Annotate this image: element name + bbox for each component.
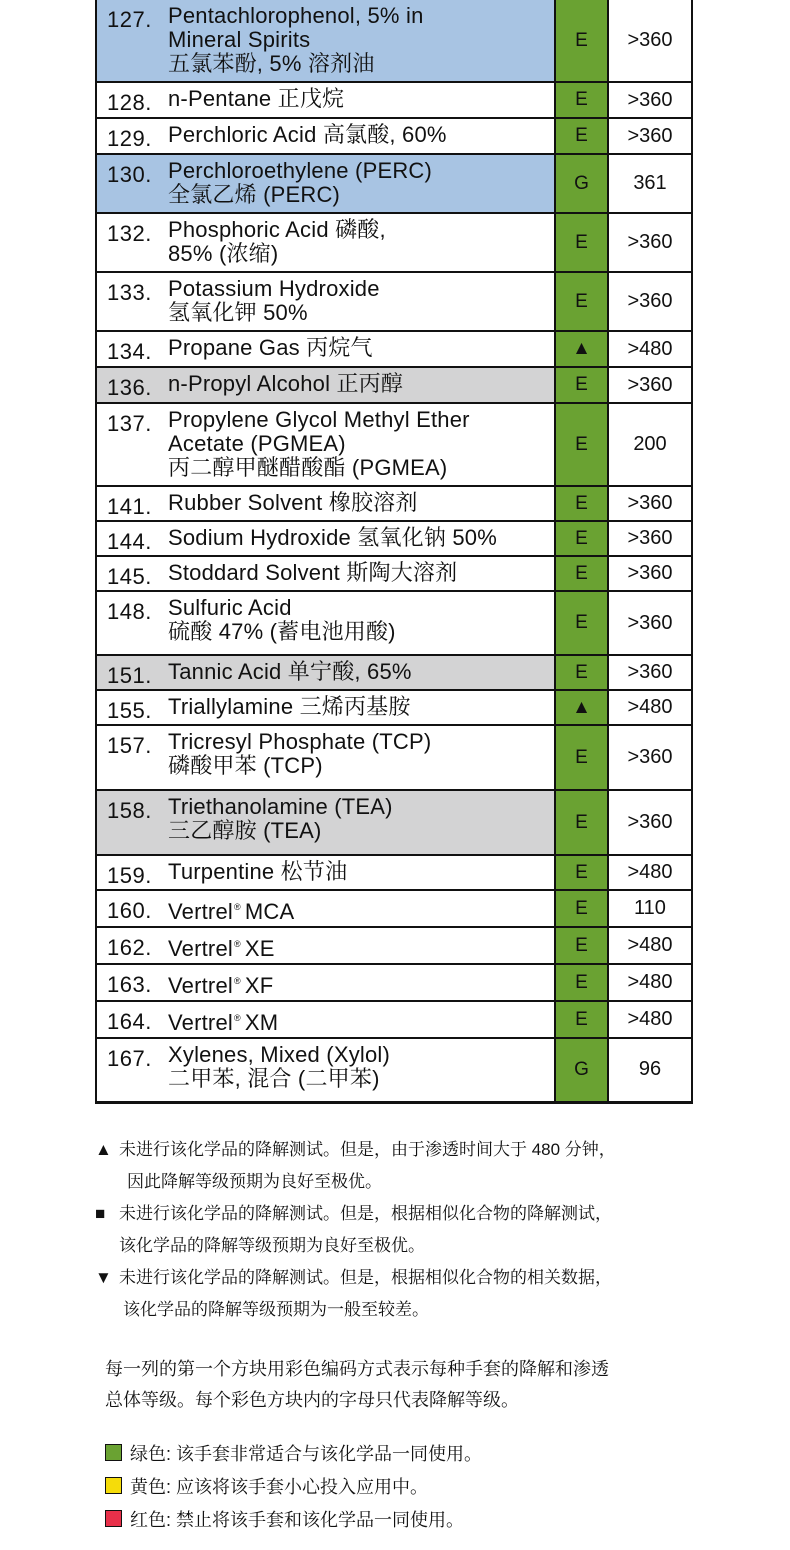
chemical-name-line: Acetate (PGMEA) — [168, 431, 346, 456]
chemical-name-cell — [96, 1038, 555, 1102]
chemical-name-cell — [96, 964, 555, 1001]
breakthrough-time: >360 — [608, 790, 692, 855]
degradation-rating: E — [555, 272, 608, 331]
registered-mark-icon: ® — [233, 939, 241, 949]
chemical-number: 136. — [107, 375, 152, 400]
table-row — [96, 486, 692, 521]
breakthrough-time: >360 — [608, 82, 692, 118]
table-row — [96, 331, 692, 367]
green-swatch-icon — [105, 1444, 122, 1461]
chemical-name-line: Turpentine 松节油 — [168, 859, 348, 884]
breakthrough-time: >360 — [608, 556, 692, 591]
product-code: XF — [244, 973, 274, 998]
chemical-number: 164. — [107, 1009, 152, 1034]
breakthrough-time: >480 — [608, 964, 692, 1001]
chemical-number: 151. — [107, 663, 152, 688]
chemical-name-line: Rubber Solvent 橡胶溶剂 — [168, 490, 418, 515]
chemical-name-line: 全氯乙烯 (PERC) — [168, 182, 341, 207]
breakthrough-time: >360 — [608, 591, 692, 655]
chemical-name-line: Pentachlorophenol, 5% in — [168, 3, 424, 28]
rating-summary — [105, 1354, 705, 1416]
chemical-name-cell — [96, 118, 555, 154]
chemical-name-line: Perchloric Acid 高氯酸, 60% — [168, 122, 447, 147]
footnotes — [95, 1134, 705, 1326]
breakthrough-time: 110 — [608, 890, 692, 927]
degradation-rating: E — [555, 655, 608, 690]
chemical-number: 129. — [107, 126, 152, 151]
product-code: XE — [244, 936, 275, 961]
chemical-number: 157. — [107, 733, 152, 758]
chemical-number: 137. — [107, 411, 152, 436]
degradation-rating: E — [555, 0, 608, 82]
degradation-rating: ▲ — [555, 690, 608, 725]
chemical-number: 144. — [107, 529, 152, 554]
footnote-line: 未进行该化学品的降解测试。但是，根据相似化合物的相关数据， — [119, 1268, 612, 1287]
breakthrough-time: 200 — [608, 403, 692, 486]
table-row — [96, 118, 692, 154]
table-row — [96, 890, 692, 927]
registered-mark-icon: ® — [233, 1013, 241, 1023]
chemical-name-cell — [96, 556, 555, 591]
product-code: MCA — [244, 899, 295, 924]
breakthrough-time: >480 — [608, 1001, 692, 1038]
table-row — [96, 403, 692, 486]
chemical-name-cell — [96, 213, 555, 272]
chemical-name-line: Xylenes, Mixed (Xylol) — [168, 1042, 391, 1067]
chemical-number: 159. — [107, 863, 152, 888]
chemical-name-line — [168, 932, 548, 961]
footnote-line: 未进行该化学品的降解测试。但是，由于渗透时间大于 480 分钟， — [119, 1140, 616, 1159]
chemical-name-line: 三乙醇胺 (TEA) — [168, 818, 322, 843]
chemical-number: 132. — [107, 221, 152, 246]
chemical-number: 163. — [107, 972, 152, 997]
degradation-rating: E — [555, 890, 608, 927]
chemical-resistance-table — [95, 0, 693, 1104]
chemical-name-line: Phosphoric Acid 磷酸, — [168, 217, 386, 242]
degradation-rating: ▲ — [555, 331, 608, 367]
legend-item-green — [105, 1436, 482, 1469]
chemical-name-line: Propane Gas 丙烷气 — [168, 335, 373, 360]
chemical-name-line: Perchloroethylene (PERC) — [168, 158, 433, 183]
color-legend — [105, 1436, 482, 1535]
brand-name: Vertrel — [168, 936, 233, 961]
product-code: XM — [244, 1010, 279, 1035]
breakthrough-time: >480 — [608, 331, 692, 367]
chemical-name-line: Triallylamine 三烯丙基胺 — [168, 694, 411, 719]
chemical-name-line: 二甲苯, 混合 (二甲苯) — [168, 1066, 380, 1091]
degradation-rating: E — [555, 213, 608, 272]
table-row — [96, 1038, 692, 1102]
breakthrough-time: 361 — [608, 154, 692, 213]
chemical-number: 160. — [107, 898, 152, 923]
chemical-number: 155. — [107, 698, 152, 723]
triangle-up-icon: ▲ — [95, 1140, 112, 1159]
chemical-name-cell — [96, 790, 555, 855]
table-row — [96, 213, 692, 272]
breakthrough-time: >480 — [608, 855, 692, 890]
chemical-name-cell — [96, 154, 555, 213]
chemical-name-line: 氢氧化钾 50% — [168, 300, 308, 325]
degradation-rating: E — [555, 927, 608, 964]
legend-text: 红色: 禁止将该手套和该化学品一同使用。 — [130, 1509, 465, 1530]
footnote-line: 该化学品的降解等级预期为良好至极优。 — [119, 1236, 425, 1255]
chemical-name-line — [168, 895, 548, 924]
table-row — [96, 154, 692, 213]
chemical-name-line: Tricresyl Phosphate (TCP) — [168, 729, 432, 754]
brand-name: Vertrel — [168, 973, 233, 998]
brand-name: Vertrel — [168, 1010, 233, 1035]
table-row — [96, 591, 692, 655]
degradation-rating: E — [555, 556, 608, 591]
chemical-number: 128. — [107, 90, 152, 115]
degradation-rating: E — [555, 1001, 608, 1038]
breakthrough-time: >360 — [608, 272, 692, 331]
degradation-rating: E — [555, 855, 608, 890]
degradation-rating: E — [555, 118, 608, 154]
table-row — [96, 0, 692, 82]
table-row — [96, 927, 692, 964]
chemical-name-cell — [96, 403, 555, 486]
legend-text: 黄色: 应该将该手套小心投入应用中。 — [130, 1476, 429, 1497]
degradation-rating: E — [555, 521, 608, 556]
chemical-number: 145. — [107, 564, 152, 589]
chemical-name-line: Tannic Acid 单宁酸, 65% — [168, 659, 412, 684]
chemical-name-line: Propylene Glycol Methyl Ether — [168, 407, 470, 432]
breakthrough-time: >360 — [608, 118, 692, 154]
square-icon: ■ — [95, 1204, 106, 1223]
chemical-name-line: n-Pentane 正戊烷 — [168, 86, 345, 111]
chemical-name-cell — [96, 0, 555, 82]
chemical-number: 134. — [107, 339, 152, 364]
chemical-name-line: 硫酸 47% (蓄电池用酸) — [168, 619, 396, 644]
breakthrough-time: >360 — [608, 367, 692, 403]
table-row — [96, 367, 692, 403]
chemical-name-cell — [96, 725, 555, 790]
breakthrough-time: >480 — [608, 690, 692, 725]
footnote-triangle-down — [95, 1262, 705, 1326]
chemical-name-line: Sulfuric Acid — [168, 595, 292, 620]
chemical-name-cell — [96, 690, 555, 725]
footnote-line: 未进行该化学品的降解测试。但是，根据相似化合物的降解测试， — [119, 1204, 612, 1223]
triangle-down-icon: ▼ — [95, 1268, 112, 1287]
chemical-name-line: n-Propyl Alcohol 正丙醇 — [168, 371, 404, 396]
degradation-rating: E — [555, 82, 608, 118]
table-row — [96, 855, 692, 890]
chemical-name-cell — [96, 272, 555, 331]
chemical-name-line: Stoddard Solvent 斯陶大溶剂 — [168, 560, 458, 585]
chemical-number: 162. — [107, 935, 152, 960]
chemical-name-line: 85% (浓缩) — [168, 241, 279, 266]
summary-line: 总体等级。每个彩色方块内的字母只代表降解等级。 — [105, 1390, 519, 1410]
table-row — [96, 690, 692, 725]
yellow-swatch-icon — [105, 1477, 122, 1494]
chemical-name-line: Sodium Hydroxide 氢氧化钠 50% — [168, 525, 498, 550]
chemical-name-line — [168, 969, 548, 998]
chemical-name-line: Triethanolamine (TEA) — [168, 794, 393, 819]
degradation-rating: E — [555, 964, 608, 1001]
chemical-name-cell — [96, 855, 555, 890]
degradation-rating: G — [555, 1038, 608, 1102]
chemical-number: 130. — [107, 162, 152, 187]
breakthrough-time: 96 — [608, 1038, 692, 1102]
table-row — [96, 725, 692, 790]
degradation-rating: E — [555, 725, 608, 790]
summary-line: 每一列的第一个方块用彩色编码方式表示每种手套的降解和渗透 — [105, 1359, 609, 1379]
chemical-number: 148. — [107, 599, 152, 624]
breakthrough-time: >360 — [608, 0, 692, 82]
chemical-name-line: 磷酸甲苯 (TCP) — [168, 753, 323, 778]
chemical-name-line: Mineral Spirits — [168, 27, 311, 52]
chemical-name-cell — [96, 1001, 555, 1038]
chemical-number: 158. — [107, 798, 152, 823]
degradation-rating: E — [555, 591, 608, 655]
footnote-line: 因此降解等级预期为良好至极优。 — [127, 1172, 382, 1191]
chemical-name-cell — [96, 331, 555, 367]
footnote-line: 该化学品的降解等级预期为一般至较差。 — [123, 1300, 429, 1319]
chemical-name-line: Potassium Hydroxide — [168, 276, 380, 301]
breakthrough-time: >360 — [608, 725, 692, 790]
degradation-rating: E — [555, 486, 608, 521]
table-row — [96, 82, 692, 118]
chemical-number: 141. — [107, 494, 152, 519]
chemical-name-cell — [96, 591, 555, 655]
chemical-name-line: 五氯苯酚, 5% 溶剂油 — [168, 51, 375, 76]
chemical-name-line: 丙二醇甲醚醋酸酯 (PGMEA) — [168, 455, 448, 480]
brand-name: Vertrel — [168, 899, 233, 924]
chemical-name-cell — [96, 521, 555, 556]
registered-mark-icon: ® — [233, 976, 241, 986]
table-row — [96, 1001, 692, 1038]
table-row — [96, 655, 692, 690]
table-row — [96, 964, 692, 1001]
chemical-number: 167. — [107, 1046, 152, 1071]
chemical-name-cell — [96, 82, 555, 118]
legend-item-red — [105, 1502, 482, 1535]
breakthrough-time: >360 — [608, 655, 692, 690]
legend-text: 绿色: 该手套非常适合与该化学品一同使用。 — [130, 1443, 482, 1464]
table-row — [96, 521, 692, 556]
table-row — [96, 272, 692, 331]
chemical-name-line — [168, 1006, 548, 1035]
table-row — [96, 790, 692, 855]
table-row — [96, 556, 692, 591]
registered-mark-icon: ® — [233, 902, 241, 912]
breakthrough-time: >480 — [608, 927, 692, 964]
chemical-name-cell — [96, 486, 555, 521]
chemical-name-cell — [96, 367, 555, 403]
breakthrough-time: >360 — [608, 521, 692, 556]
degradation-rating: E — [555, 403, 608, 486]
chemical-name-cell — [96, 890, 555, 927]
chemical-number: 127. — [107, 7, 152, 32]
red-swatch-icon — [105, 1510, 122, 1527]
breakthrough-time: >360 — [608, 213, 692, 272]
chemical-name-cell — [96, 655, 555, 690]
degradation-rating: E — [555, 367, 608, 403]
breakthrough-time: >360 — [608, 486, 692, 521]
footnote-triangle-up — [95, 1134, 705, 1198]
chemical-name-cell — [96, 927, 555, 964]
footnote-square — [95, 1198, 705, 1262]
degradation-rating: E — [555, 790, 608, 855]
degradation-rating: G — [555, 154, 608, 213]
legend-item-yellow — [105, 1469, 482, 1502]
chemical-number: 133. — [107, 280, 152, 305]
